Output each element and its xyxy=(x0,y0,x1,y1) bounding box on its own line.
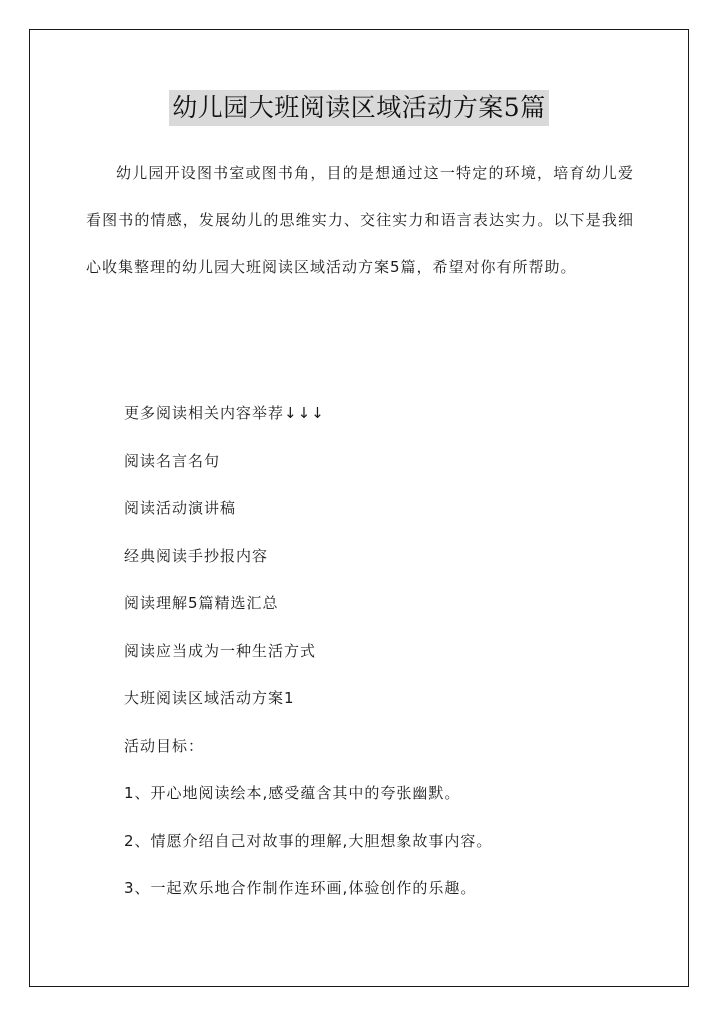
goal-item: 3、一起欢乐地合作制作连环画,体验创作的乐趣。 xyxy=(124,879,477,897)
related-link-handout[interactable]: 经典阅读手抄报内容 xyxy=(124,546,269,565)
related-link-lifestyle[interactable]: 阅读应当成为一种生活方式 xyxy=(124,641,317,660)
related-link-speech[interactable]: 阅读活动演讲稿 xyxy=(124,499,237,517)
related-heading: 更多阅读相关内容举荐↓↓↓ xyxy=(124,404,325,422)
content-lines xyxy=(124,390,492,913)
goal-item: 1、开心地阅读绘本,感受蕴含其中的夸张幽默。 xyxy=(124,784,461,802)
title-container xyxy=(30,90,688,126)
goal-item: 2、情愿介绍自己对故事的理解,大胆想象故事内容。 xyxy=(124,831,493,850)
related-link-quotes[interactable]: 阅读名言名句 xyxy=(124,451,221,470)
intro-paragraph: 幼儿园开设图书室或图书角，目的是想通过这一特定的环境，培育幼儿爱看图书的情感，发展幼儿的思维实力、交往实力和语言表达实力。以下是我细心收集整理的幼儿园大班阅读区域活动方案5篇，希望对你有所帮助。 xyxy=(86,164,634,276)
document-page xyxy=(29,29,689,987)
goals-label: 活动目标： xyxy=(124,736,205,755)
section-title: 大班阅读区域活动方案1 xyxy=(124,689,295,707)
related-link-comprehension[interactable]: 阅读理解5篇精选汇总 xyxy=(124,594,279,612)
document-title: 幼儿园大班阅读区域活动方案5篇 xyxy=(169,90,548,126)
